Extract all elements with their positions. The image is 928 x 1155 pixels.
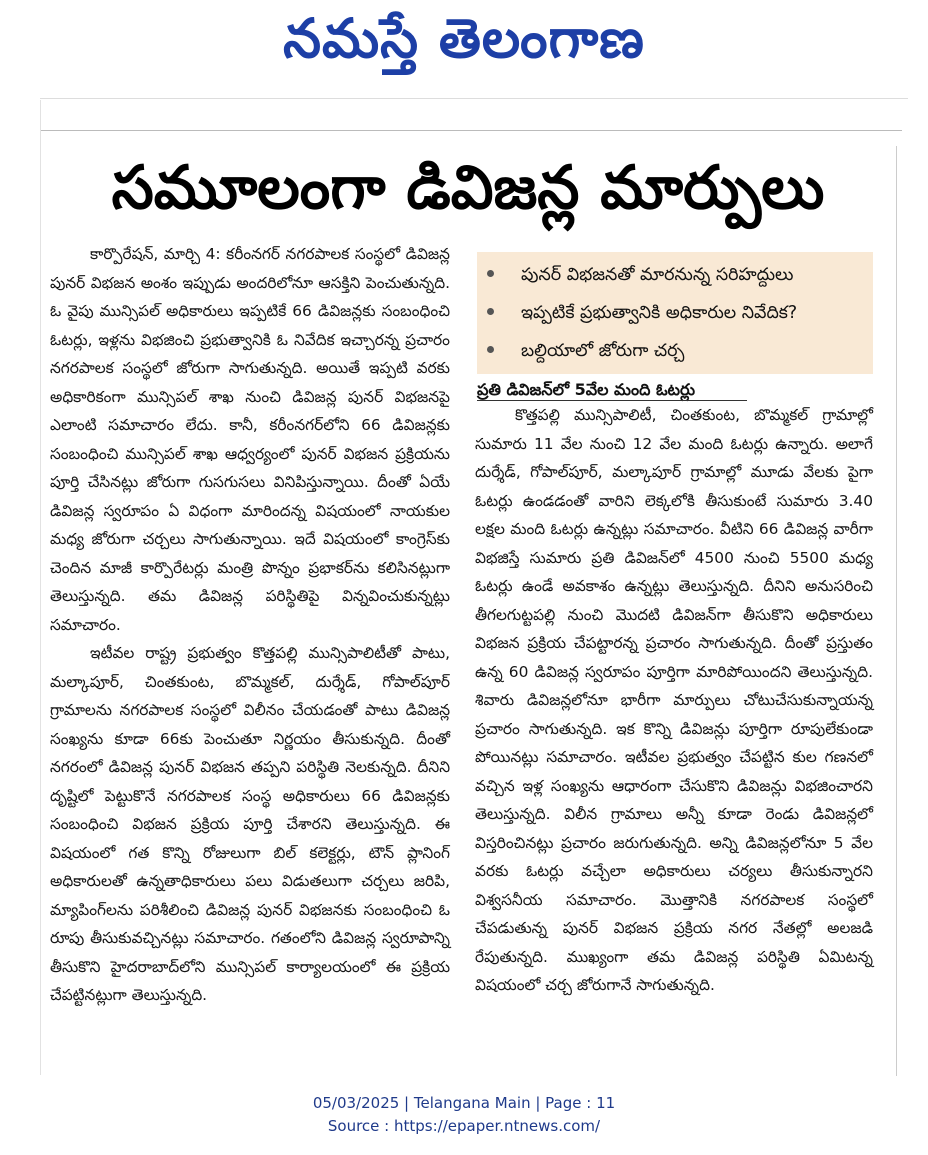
- top-divider: [40, 98, 908, 99]
- bullet-icon: [487, 308, 494, 315]
- page-footer: [0, 1092, 928, 1138]
- bullet-icon: [487, 270, 494, 277]
- paragraph: ఇటీవల రాష్ట్ర ప్రభుత్వం కొత్తపల్లి మున్సిపాలిటీతో పాటు, మల్కాపూర్, చింతకుంట, బొమ్మకల్, దుర్శేడ్, గోపాల్‌పూర్ గ్రామాలను నగరపాలక సంస్థలో విలీనం చేయడంతో పాటు డివిజన్ల సంఖ్యను కూడా 66కు పెంచుతూ నిర్ణయం తీసుకున్నది. దీంతో నగరంలో డివిజన్ల పునర్ విభజన తప్పని పరిస్థితి నెలకున్నది. దీనిని దృష్టిలో పెట్టుకొనే నగరపాలక సంస్థ అధికారులు 66 డివిజన్లకు సంబంధించి విభజన ప్రక్రియ పూర్తి చేశారని తెలుస్తున్నది. ఈ విషయంలో గత కొన్ని రోజులుగా బిల్ కలెక్టర్లు, టౌన్ ప్లానింగ్ అధికారులతో ఉన్నతాధికారులు పలు విడుతలుగా చర్చలు జరిపి, మ్యాపింగ్‌లను పరిశీలించి డివిజన్ల పునర్ విభజనకు సంబంధించి ఓ రూపు తీసుకువచ్చినట్లు సమాచారం. గతంలోని డివిజన్ల స్వరూపాన్ని తీసుకొని హైదరాబాద్‌లోని మున్సిపల్ కార్యాలయంలో ఈ ప్రక్రియ చేపట్టినట్లుగా తెలుస్తున్నది.: [50, 644, 450, 1004]
- highlight-item: [477, 256, 873, 294]
- highlight-item: [477, 332, 873, 370]
- left-margin-line: [40, 100, 41, 1075]
- header-divider: [40, 130, 902, 131]
- highlight-item: [477, 294, 873, 332]
- article-column-right: [475, 401, 873, 1000]
- article-headline: సమూలంగా డివిజన్ల మార్పులు: [111, 153, 825, 223]
- right-margin-line: [896, 146, 897, 1076]
- highlight-text: ఇప్పటికే ప్రభుత్వానికి అధికారుల నివేదిక?: [521, 303, 798, 323]
- highlights-box: [477, 252, 873, 374]
- masthead-logo: నమస్తే తెలంగాణ: [283, 7, 645, 70]
- paragraph: కొత్తపల్లి మున్సిపాలిటీ, చింతకుంట, బొమ్మకల్ గ్రామాల్లో సుమారు 11 వేల నుంచి 12 వేల మంది ఓటర్లు ఉన్నారు. అలాగే దుర్శేడ్, గోపాల్‌పూర్, మల్కాపూర్ గ్రామాల్లో మూడు వేలకు పైగా ఓటర్లు ఉండడంతో వారిని లెక్కలోకి తీసుకుంటే సుమారు 3.40 లక్షల మంది ఓటర్లు ఉన్నట్లు సమాచారం. వీటిని 66 డివిజన్ల వారీగా విభజిస్తే సుమారు ప్రతి డివిజన్‌లో 4500 నుంచి 5500 మధ్య ఓటర్లు ఉండే అవకాశం ఉన్నట్లు తెలుస్తున్నది. దీనిని అనుసరించి తీగలగుట్టపల్లి నుంచి మొదటి డివిజన్‌గా తీసుకొని అధికారులు విభజన ప్రక్రియ చేపట్టారన్న ప్రచారం సాగుతున్నది. దీంతో ప్రస్తుతం ఉన్న 60 డివిజన్ల స్వరూపం పూర్తిగా మారిపోయిందని తెలుస్తున్నది. శివారు డివిజన్లలోనూ భారీగా మార్పులు చోటుచేసుకున్నాయన్న ప్రచారం సాగుతున్నది. ఇక కొన్ని డివిజన్లు పూర్తిగా రూపులేకుండా పోయినట్లు సమాచారం. ఇటీవల ప్రభుత్వం చేపట్టిన కుల గణనలో వచ్చిన ఇళ్ల సంఖ్యను ఆధారంగా చేసుకొని డివిజన్లు విభజించారని తెలుస్తున్నది. విలీన గ్రామాలు అన్నీ కూడా రెండు డివిజన్లలో విస్తరించినట్లు ప్రచారం జరుగుతున్నది. అన్ని డివిజన్లలోనూ 5 వేల వరకు ఓటర్లు వచ్చేలా అధికారులు చర్యలు తీసుకున్నారని విశ్వసనీయ సమాచారం. మొత్తానికి నగరపాలక సంస్థలో చేపడుతున్న పునర్ విభజన ప్రక్రియ నగర నేతల్లో అలజడి రేపుతున్నది. ముఖ్యంగా తమ డివిజన్ల పరిస్థితి ఏమిటన్న విషయంలో చర్చ జోరుగానే సాగుతున్నది.: [475, 406, 873, 994]
- paragraph: కార్పొరేషన్, మార్చి 4: కరీంనగర్ నగరపాలక సంస్థలో డివిజన్ల పునర్ విభజన అంశం ఇప్పుడు అందరిలోనూ ఆసక్తిని పెంచుతున్నది. ఓ వైపు మున్సిపల్ అధికారులు ఇప్పటికే 66 డివిజన్లకు సంబంధించి ఓటర్లు, ఇళ్లను విభజించి ప్రభుత్వానికి ఓ నివేదిక ఇచ్చారన్న ప్రచారం నగరపాలక సంస్థలో జోరుగా సాగుతున్నది. అయితే ఇప్పటి వరకు అధికారికంగా మున్సిపల్ శాఖ నుంచి డివిజన్ల పునర్ విభజనపై ఎలాంటి సమాచారం లేదు. కానీ, కరీంనగర్‌లోని 66 డివిజన్లకు సంబంధించి మున్సిపల్ శాఖ ఆధ్వర్యంలో పునర్ విభజన ప్రక్రియను పూర్తి చేసినట్లు జోరుగా గుసగుసలు వినిపిస్తున్నాయి. దీంతో ఏయే డివిజన్ల స్వరూపం ఏ విధంగా మారిందన్న విషయంలో నాయకుల మధ్య జోరుగా చర్చలు సాగుతున్నాయి. ఇదే విషయంలో కాంగ్రెస్‌కు చెందిన మాజీ కార్పొరేటర్లు మంత్రి పొన్నం ప్రభాకర్‌ను కలిసినట్లుగా తెలుస్తున్నది. తమ డివిజన్ల పరిస్థితిపై విన్నవించుకున్నట్లు సమాచారం.: [50, 245, 450, 634]
- highlight-text: పునర్ విభజనతో మారనున్న సరిహద్దులు: [521, 265, 794, 285]
- edition-info: 05/03/2025 | Telangana Main | Page : 11: [312, 1094, 616, 1112]
- highlight-text: బల్దియాలో జోరుగా చర్చ: [521, 341, 685, 361]
- article-column-left: [50, 240, 450, 1010]
- source-link[interactable]: Source : https://epaper.ntnews.com/: [327, 1117, 601, 1135]
- bullet-icon: [487, 346, 494, 353]
- sub-heading: ప్రతి డివిజన్‌లో 5వేల మంది ఓటర్లు: [477, 380, 696, 399]
